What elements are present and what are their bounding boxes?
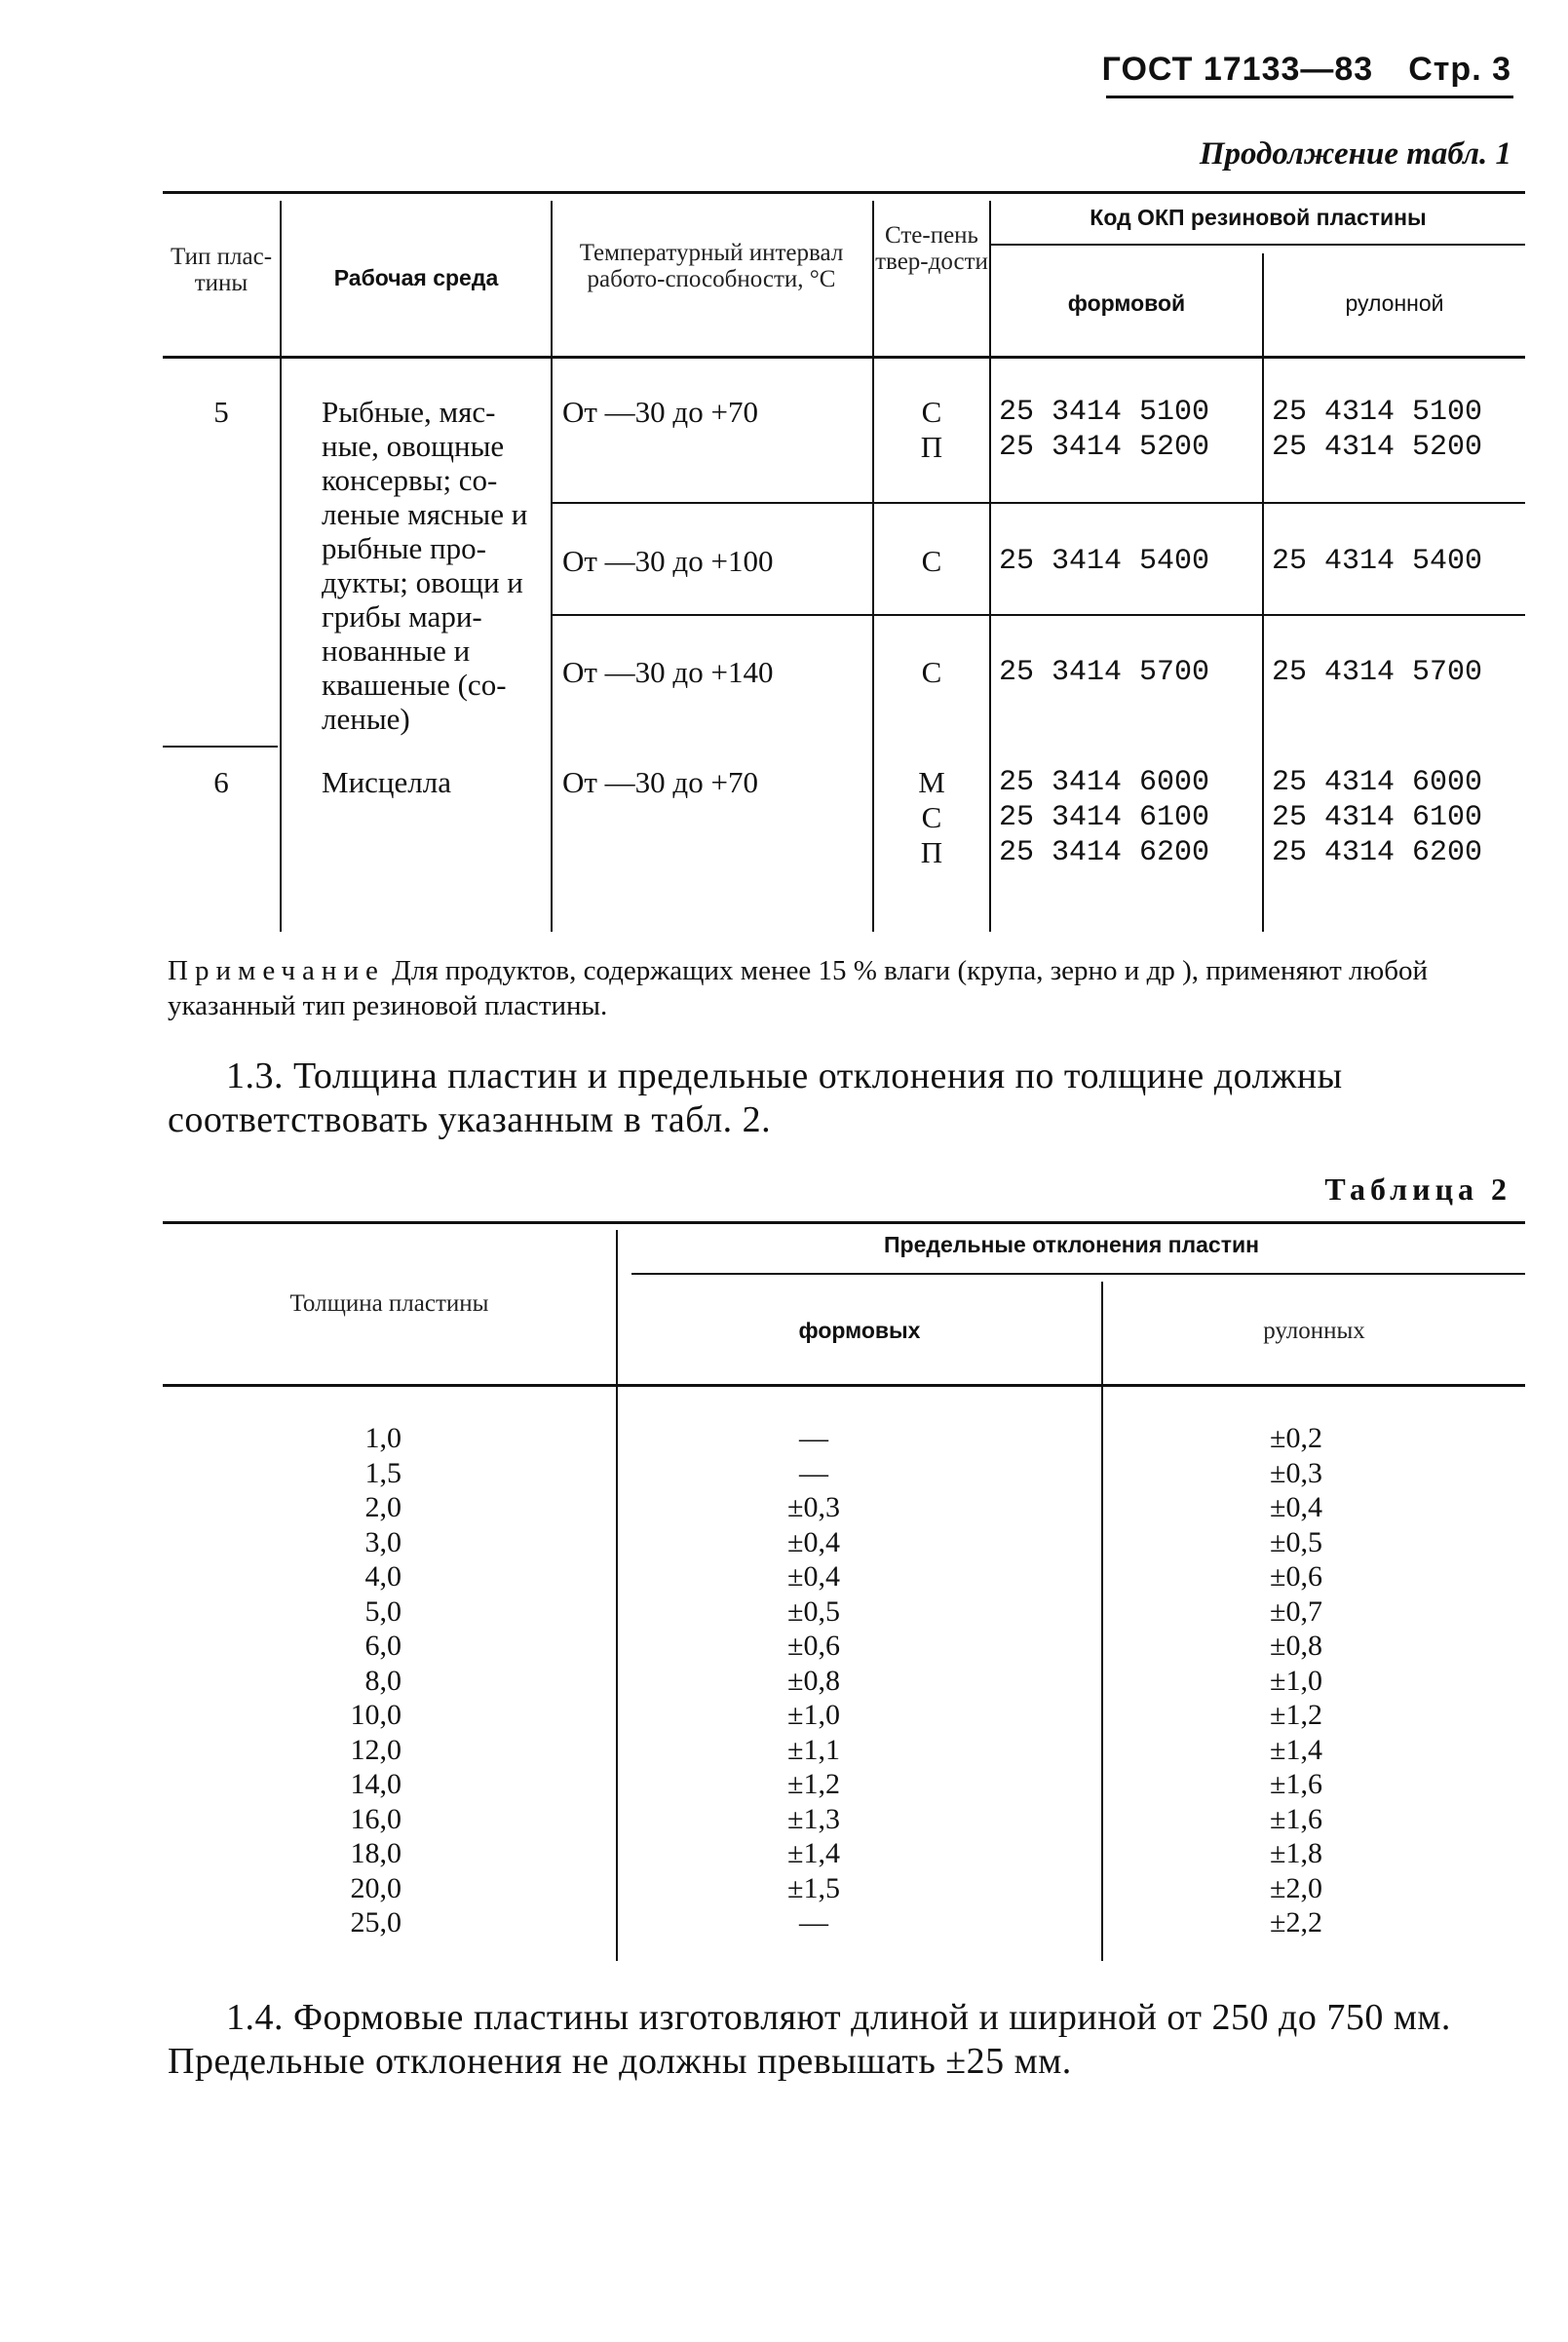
table1-row-rule bbox=[553, 502, 1525, 504]
molded-deviation: ±0,6 bbox=[787, 1630, 840, 1662]
molded-deviation: — bbox=[799, 1456, 828, 1489]
header-hardness: Сте-пень твер-дости bbox=[875, 222, 988, 275]
thickness-column bbox=[285, 1421, 402, 1940]
header-temp: Температурный интервал работо-способности, °С bbox=[579, 240, 844, 292]
table2-title: Таблица 2 bbox=[1324, 1171, 1511, 1207]
type5-molded-1: 25 3414 5100 25 3414 5200 bbox=[999, 396, 1210, 464]
table1-note bbox=[168, 953, 1532, 1023]
rolled-deviation: ±0,5 bbox=[1270, 1525, 1322, 1558]
rolled-deviation: ±1,6 bbox=[1270, 1768, 1322, 1800]
molded-deviation: ±1,1 bbox=[787, 1733, 840, 1766]
type5-medium: Рыбные, мяс-ные, овощные консервы; со-леные мясные и рыбные про-дукты; овощи и грибы мари-нованные и квашеные (со-леные) bbox=[322, 395, 528, 736]
molded-deviation: — bbox=[799, 1422, 828, 1454]
thickness-value: 25,0 bbox=[350, 1906, 402, 1939]
table1-top-rule bbox=[163, 191, 1525, 194]
type5-temp-2: От —30 до +100 bbox=[562, 544, 774, 578]
molded-deviation: — bbox=[799, 1906, 828, 1939]
molded-deviation: ±0,4 bbox=[787, 1525, 840, 1558]
type5-hardness-2: С bbox=[921, 544, 942, 578]
type6-rolled: 25 4314 6000 25 4314 6100 25 4314 6200 bbox=[1272, 766, 1483, 869]
paragraph-1-3: 1.3. Толщина пластин и предельные отклонения по толщине должны соответствовать указанным в табл. 2. bbox=[168, 1056, 1343, 1140]
thickness-value: 1,0 bbox=[364, 1422, 402, 1454]
type5-hardness-3: С bbox=[921, 655, 942, 689]
thickness-value: 20,0 bbox=[350, 1871, 402, 1904]
molded-deviation: ±1,0 bbox=[787, 1699, 840, 1731]
molded-deviation: ±0,8 bbox=[787, 1664, 840, 1697]
rolled-deviation: ±0,7 bbox=[1270, 1594, 1322, 1628]
table1-row-rule bbox=[553, 614, 1525, 616]
thickness-value: 16,0 bbox=[350, 1802, 402, 1835]
note-label: Примечание bbox=[168, 955, 385, 986]
table2-mid-rule bbox=[631, 1273, 1525, 1275]
thickness-value: 2,0 bbox=[364, 1491, 402, 1523]
type6-hardness: М С П bbox=[918, 765, 945, 869]
table2-col-line bbox=[1101, 1282, 1103, 1961]
molded-deviation: ±0,4 bbox=[787, 1560, 840, 1593]
header-thickness: Толщина пластины bbox=[289, 1290, 489, 1317]
molded-deviation: ±1,5 bbox=[787, 1871, 840, 1904]
molded-deviation: ±1,2 bbox=[787, 1768, 840, 1800]
rolled-deviation: ±1,8 bbox=[1270, 1837, 1322, 1869]
rolled-deviation: ±1,4 bbox=[1270, 1733, 1322, 1766]
header-molded: формовой bbox=[1067, 290, 1186, 316]
type5-molded-3: 25 3414 5700 bbox=[999, 656, 1210, 689]
type6-medium: Мисцелла bbox=[322, 765, 451, 799]
header-medium: Рабочая среда bbox=[333, 265, 499, 290]
rolled-deviation: ±1,0 bbox=[1270, 1664, 1322, 1697]
molded-deviation: ±0,5 bbox=[787, 1594, 840, 1628]
type6-number: 6 bbox=[213, 765, 229, 799]
thickness-value: 14,0 bbox=[350, 1768, 402, 1800]
thickness-value: 3,0 bbox=[364, 1525, 402, 1558]
type5-temp-3: От —30 до +140 bbox=[562, 655, 774, 689]
rolled-deviation-column bbox=[1233, 1421, 1359, 1940]
paragraph-1-4: 1.4. Формовые пластины изготовляют длиной и шириной от 250 до 750 мм. Предельные отклонения не должны превышать ±25 мм. bbox=[168, 1997, 1451, 2082]
table1-continuation-label: Продолжение табл. 1 bbox=[1199, 136, 1511, 172]
rolled-deviation: ±0,2 bbox=[1270, 1422, 1322, 1454]
page-number: Стр. 3 bbox=[1408, 51, 1511, 88]
thickness-value: 12,0 bbox=[350, 1733, 402, 1766]
type5-rolled-2: 25 4314 5400 bbox=[1272, 545, 1483, 578]
standard-number: ГОСТ 17133—83 bbox=[1101, 51, 1374, 88]
thickness-value: 8,0 bbox=[364, 1664, 402, 1697]
molded-deviation: ±1,3 bbox=[787, 1802, 840, 1835]
note-text: Для продуктов, содержащих менее 15 % влаги (крупа, зерно и др ), применяют любой указанный тип резиновой пластины. bbox=[168, 955, 1428, 1021]
rolled-deviation: ±0,6 bbox=[1270, 1560, 1322, 1593]
rolled-deviation: ±2,0 bbox=[1270, 1871, 1322, 1904]
rolled-deviation: ±1,2 bbox=[1270, 1699, 1322, 1731]
thickness-value: 5,0 bbox=[364, 1594, 402, 1628]
header-type: Тип плас-тины bbox=[170, 244, 273, 296]
table1-header-rule bbox=[163, 356, 1525, 359]
molded-deviation: ±1,4 bbox=[787, 1837, 840, 1869]
thickness-value: 1,5 bbox=[364, 1456, 402, 1489]
header-molded-dev: формовых bbox=[798, 1318, 921, 1343]
table2-header-rule bbox=[163, 1384, 1525, 1387]
rolled-deviation: ±1,6 bbox=[1270, 1802, 1322, 1835]
thickness-value: 6,0 bbox=[364, 1630, 402, 1662]
table2-top-rule bbox=[163, 1221, 1525, 1224]
table1-okp-rule bbox=[991, 244, 1525, 246]
header-rule bbox=[1106, 96, 1513, 98]
type6-molded: 25 3414 6000 25 3414 6100 25 3414 6200 bbox=[999, 766, 1210, 869]
rolled-deviation: ±2,2 bbox=[1270, 1906, 1322, 1939]
type5-number: 5 bbox=[213, 395, 229, 429]
rolled-deviation: ±0,3 bbox=[1270, 1456, 1322, 1489]
type6-temp: От —30 до +70 bbox=[562, 765, 758, 799]
molded-deviation: ±0,3 bbox=[787, 1491, 840, 1523]
table1-type-rule bbox=[163, 746, 278, 748]
type5-rolled-3: 25 4314 5700 bbox=[1272, 656, 1483, 689]
type5-rolled-1: 25 4314 5100 25 4314 5200 bbox=[1272, 396, 1483, 464]
type5-temp-1: От —30 до +70 bbox=[562, 395, 758, 429]
molded-deviation-column bbox=[750, 1421, 877, 1940]
header-rolled-dev: рулонных bbox=[1263, 1318, 1365, 1344]
header-okp: Код ОКП резиновой пластины bbox=[1090, 205, 1427, 230]
thickness-value: 18,0 bbox=[350, 1837, 402, 1869]
thickness-value: 10,0 bbox=[350, 1699, 402, 1731]
rolled-deviation: ±0,4 bbox=[1270, 1491, 1322, 1523]
header-deviations: Предельные отклонения пластин bbox=[883, 1232, 1260, 1257]
type5-hardness-1: С П bbox=[920, 395, 943, 464]
table1-col-line bbox=[1262, 253, 1264, 932]
type5-molded-2: 25 3414 5400 bbox=[999, 545, 1210, 578]
header-rolled: рулонной bbox=[1345, 290, 1444, 316]
running-header bbox=[1102, 51, 1511, 89]
thickness-value: 4,0 bbox=[364, 1560, 402, 1593]
rolled-deviation: ±0,8 bbox=[1270, 1630, 1322, 1662]
table1-col-line bbox=[280, 201, 282, 932]
